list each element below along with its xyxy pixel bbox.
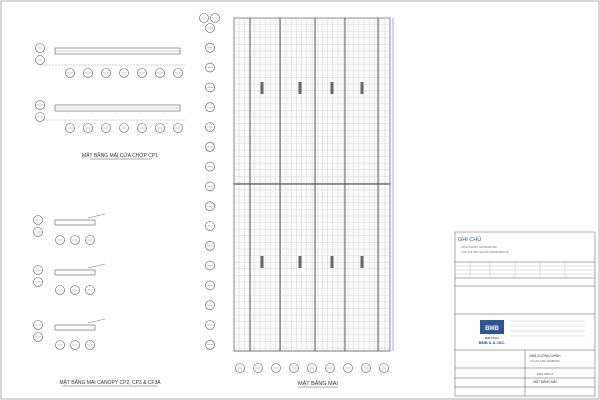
company-logo-text: BMB xyxy=(485,326,499,332)
roof-plan-title: MẶT BẰNG MÁI xyxy=(298,381,338,387)
roof-plan xyxy=(234,18,393,351)
revision-table xyxy=(455,262,595,278)
note-line-1: - KÍCH THƯỚC GHI BẰNG MM. xyxy=(460,246,498,249)
roof-gutter-mark xyxy=(261,256,264,268)
roof-gutter-mark xyxy=(261,82,264,94)
roof-grid-bubbles-bottom xyxy=(236,364,389,373)
canopy-cp1-grid-bubbles xyxy=(36,44,183,133)
company-address-lines xyxy=(510,321,585,336)
canopy-cp3-strip xyxy=(55,270,95,275)
project-name: NHÀ XƯỞNG CHÍNH xyxy=(529,354,561,358)
canopy-cp1-title: MẶT BẰNG MÁI CỬA CHỚP CP1 xyxy=(82,153,158,159)
canopy-cp1-detail xyxy=(40,48,185,120)
roof-gutter-mark xyxy=(299,256,302,268)
roof-grid-bubbles-top xyxy=(200,14,220,23)
roof-grid-bubbles-left xyxy=(206,18,229,349)
canopy-cp2-grid-bubbles xyxy=(34,216,95,350)
roof-gutter-mark xyxy=(331,82,334,94)
company-line-1: BMB STEEL xyxy=(484,337,500,340)
company-line-2: BMB & A JSC. xyxy=(478,340,506,345)
roof-gutter-mark xyxy=(331,256,334,268)
drawing-title: MẶT BẰNG MÁI xyxy=(533,380,557,384)
canopy-cf3a-strip xyxy=(55,325,95,330)
project-subtitle: SALON CAR CAMBODIA xyxy=(530,360,560,363)
note-line-2: - CÁC CHI TIẾT GHI RÕ TRONG BẢN VẼ. xyxy=(460,251,510,254)
canopy-cp2-detail xyxy=(55,214,105,330)
notes-heading: GHI CHÚ xyxy=(458,237,482,243)
canopy-cp2-title: MẶT BẰNG MÁI CANOPY CP2, CP3 & CF3A xyxy=(59,380,161,386)
canopy-cp2-strip xyxy=(55,220,95,225)
roof-gutter-mark xyxy=(361,82,364,94)
area-label: KHU VỰC A xyxy=(536,372,554,376)
title-block xyxy=(455,232,595,396)
roof-gutter-mark xyxy=(361,256,364,268)
roof-gutter-mark xyxy=(299,82,302,94)
